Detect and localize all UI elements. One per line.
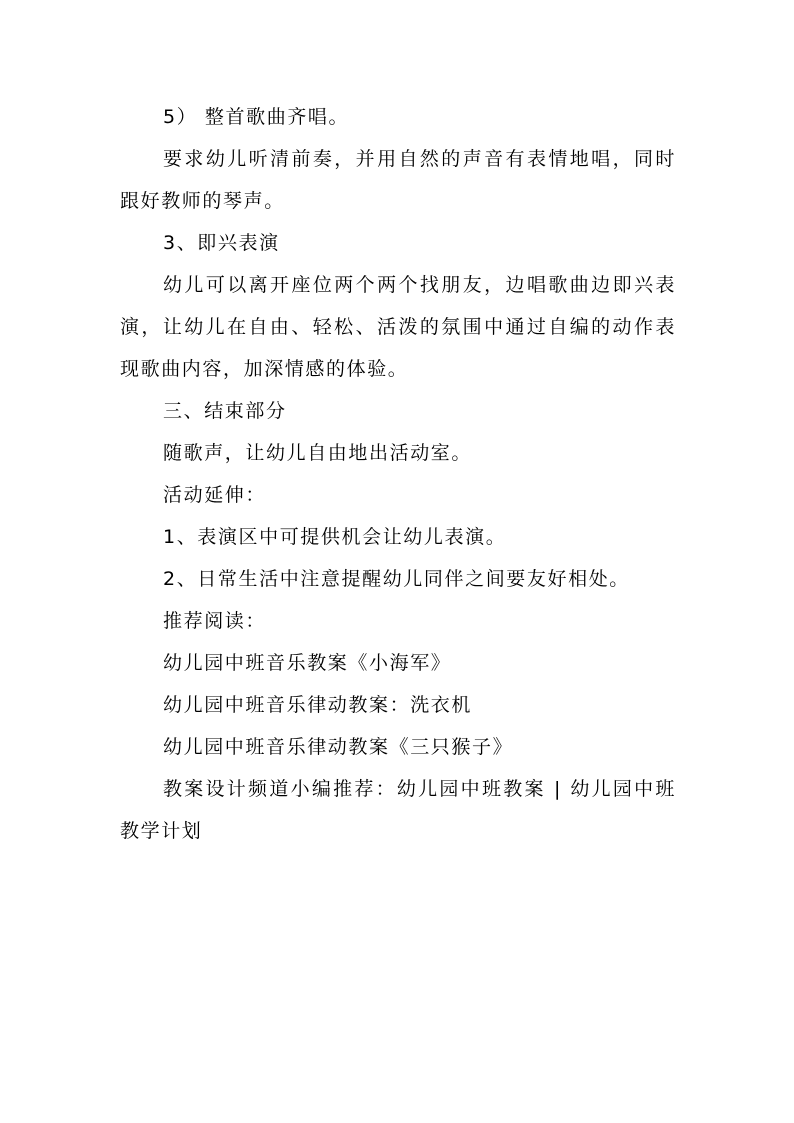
- recommended-link-3: 幼儿园中班音乐律动教案《三只猴子》: [163, 736, 514, 758]
- step-5-line: 5） 整首歌曲齐唱。: [163, 106, 350, 128]
- improvisation-description: 幼儿可以离开座位两个两个找朋友，边唱歌曲边即兴表演，让幼儿在自由、轻松、活泼的氛围中通过自编的动作表现歌曲内容，加深情感的体验。: [120, 274, 676, 380]
- extension-item-2: 2、日常生活中注意提醒幼儿同伴之间要友好相处。: [163, 568, 630, 590]
- step-5-description: 要求幼儿听清前奏，并用自然的声音有表情地唱，同时跟好教师的琴声。: [120, 148, 676, 212]
- channel-recommendation: 教案设计频道小编推荐：幼儿园中班教案 | 幼儿园中班教学计划: [120, 778, 676, 842]
- extension-item-1: 1、表演区中可提供机会让幼儿表演。: [163, 526, 507, 548]
- recommended-link-2: 幼儿园中班音乐律动教案：洗衣机: [163, 694, 473, 716]
- recommended-link-1: 幼儿园中班音乐教案《小海军》: [163, 652, 452, 674]
- section-heading-improvisation: 3、即兴表演: [163, 232, 280, 254]
- ending-description: 随歌声，让幼儿自由地出活动室。: [163, 442, 473, 464]
- recommended-reading-heading: 推荐阅读：: [163, 610, 267, 632]
- extension-heading: 活动延伸：: [163, 484, 267, 506]
- document-body: [120, 96, 676, 852]
- part-heading-ending: 三、结束部分: [163, 400, 287, 422]
